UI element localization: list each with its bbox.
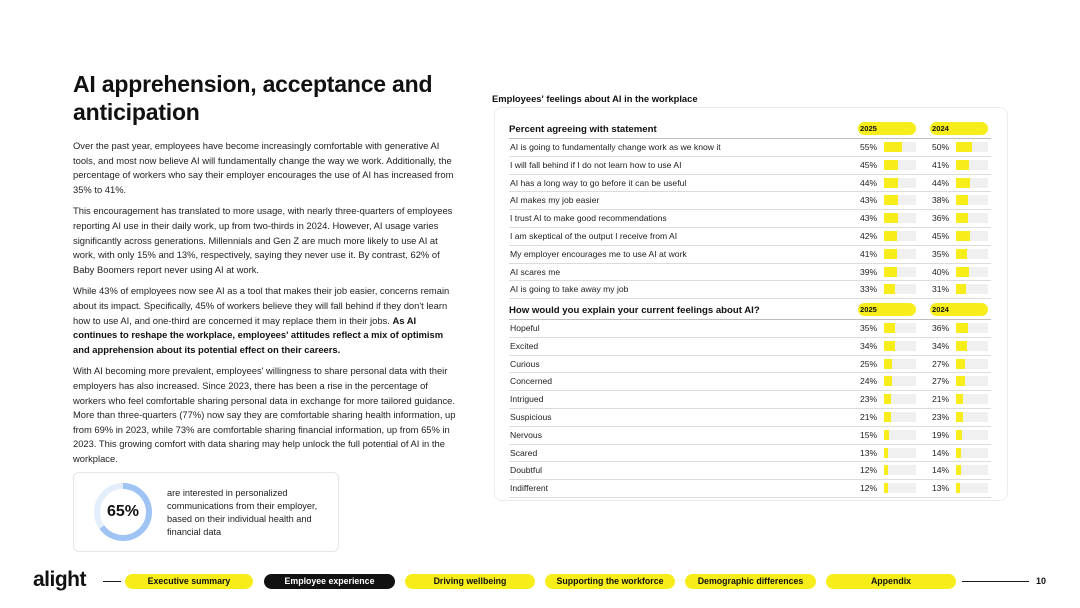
- value-2025-bar-track: [884, 448, 916, 458]
- value-2024-bar: [956, 465, 961, 475]
- feelings-table: [509, 303, 991, 498]
- year-pill-2024: 2024: [930, 122, 988, 135]
- value-2025-bar: [884, 483, 888, 493]
- value-2025-bar: [884, 430, 889, 440]
- nav-employee-experience[interactable]: Employee experience: [264, 574, 395, 589]
- value-2025-label: 55%: [860, 142, 878, 152]
- row-label: Scared: [510, 447, 538, 458]
- value-2024-bar-track: [956, 412, 988, 422]
- value-2025-bar: [884, 231, 897, 241]
- table-heading: Percent agreeing with statement: [509, 124, 657, 135]
- value-2025-label: 45%: [860, 159, 878, 170]
- value-2024-bar: [956, 483, 960, 493]
- table-rows: [509, 138, 991, 299]
- chart-title: Employees' feelings about AI in the workplace: [492, 93, 698, 104]
- value-2024-bar: [956, 394, 963, 404]
- footer-divider: [103, 581, 121, 582]
- value-2024-bar: [956, 323, 968, 333]
- value-2024-bar-track: [956, 359, 988, 369]
- value-2025-bar: [884, 249, 897, 259]
- value-2025-bar: [884, 465, 888, 475]
- row-label: Concerned: [510, 376, 553, 387]
- value-2024-bar-track: [956, 323, 988, 333]
- value-2024-label: 35%: [932, 248, 950, 259]
- value-2025-label: 43%: [860, 213, 878, 224]
- value-2025-label: 44%: [860, 177, 878, 188]
- value-2025-label: 42%: [860, 230, 878, 241]
- nav-appendix[interactable]: Appendix: [826, 574, 956, 589]
- value-2024-label: 44%: [932, 177, 950, 188]
- table-row: [509, 192, 991, 210]
- row-label: AI has a long way to go before it can be useful: [510, 177, 687, 188]
- value-2025-label: 12%: [860, 483, 878, 494]
- row-label: AI scares me: [510, 266, 561, 277]
- value-2024-bar-track: [956, 394, 988, 404]
- table-row: [509, 338, 991, 356]
- paragraph: Over the past year, employees have become increasingly comfortable with generative AI tools, and most now believe AI will fundamentally change the way we work. Additionally, the percentage of workers who say their employer encourages the use of AI has increased from 35% to 41%.: [73, 140, 454, 195]
- value-2024-label: 19%: [932, 429, 950, 440]
- value-2025-bar-track: [884, 394, 916, 404]
- table-row: [509, 480, 991, 498]
- value-2024-label: 31%: [932, 284, 950, 295]
- value-2024-bar: [956, 376, 965, 386]
- value-2025-label: 34%: [860, 340, 878, 351]
- stat-value: 65%: [106, 503, 140, 520]
- value-2025-bar: [884, 394, 891, 404]
- value-2025-bar-track: [884, 359, 916, 369]
- value-2025-bar-track: [884, 376, 916, 386]
- value-2025-label: 13%: [860, 447, 878, 458]
- value-2024-bar: [956, 249, 967, 259]
- value-2025-bar: [884, 178, 898, 188]
- value-2024-label: 21%: [932, 394, 950, 405]
- value-2025-bar-track: [884, 412, 916, 422]
- body-text: [73, 139, 461, 473]
- alight-logo[interactable]: alight: [33, 568, 86, 591]
- value-2024-bar: [956, 430, 962, 440]
- value-2024-bar-track: [956, 195, 988, 205]
- value-2024-label: 14%: [932, 465, 950, 476]
- row-label: AI makes my job easier: [510, 195, 600, 206]
- nav-demographic-differences[interactable]: Demographic differences: [685, 574, 816, 589]
- value-2025-bar-track: [884, 341, 916, 351]
- value-2025-bar: [884, 213, 898, 223]
- value-2024-bar-track: [956, 213, 988, 223]
- row-label: I am skeptical of the output I receive from AI: [510, 230, 678, 241]
- value-2025-label: 21%: [860, 411, 878, 422]
- table-row: [509, 157, 991, 175]
- table-rows: [509, 319, 991, 498]
- value-2024-label: 14%: [932, 447, 950, 458]
- value-2024-bar-track: [956, 249, 988, 259]
- table-row: [509, 281, 991, 299]
- value-2025-bar-track: [884, 465, 916, 475]
- paragraph: [73, 284, 461, 357]
- row-label: Indifferent: [510, 483, 549, 494]
- row-label: I will fall behind if I do not learn how to use AI: [510, 159, 682, 170]
- value-2025-bar: [884, 142, 902, 152]
- value-2024-bar-track: [956, 160, 988, 170]
- value-2025-label: 15%: [860, 429, 878, 440]
- value-2024-label: 36%: [932, 213, 950, 224]
- value-2024-bar-track: [956, 341, 988, 351]
- value-2024-label: 45%: [932, 230, 950, 241]
- agreement-table: [509, 122, 991, 299]
- value-2025-bar: [884, 284, 895, 294]
- value-2025-bar: [884, 359, 892, 369]
- page-number: 10: [1036, 576, 1047, 586]
- value-2025-bar-track: [884, 267, 916, 277]
- row-label: Doubtful: [510, 465, 543, 476]
- value-2024-label: 38%: [932, 195, 950, 206]
- value-2024-label: 27%: [932, 358, 950, 369]
- value-2024-bar: [956, 160, 969, 170]
- value-2025-bar-track: [884, 213, 916, 223]
- value-2025-bar: [884, 341, 895, 351]
- table-row: [509, 264, 991, 282]
- value-2024-label: 34%: [932, 340, 950, 351]
- row-label: Intrigued: [510, 394, 544, 405]
- year-pill-2025: 2025: [858, 303, 916, 316]
- table-row: [509, 175, 991, 193]
- value-2024-bar-track: [956, 483, 988, 493]
- row-label: My employer encourages me to use AI at work: [510, 248, 687, 259]
- paragraph-bold-text: As AI continues to reshape the workplace, employees' attitudes reflect a mix of optimism and apprehension about its potential effect on their careers.: [73, 314, 444, 355]
- row-label: I trust AI to make good recommendations: [510, 213, 667, 224]
- value-2025-bar: [884, 376, 892, 386]
- value-2024-bar-track: [956, 465, 988, 475]
- value-2025-label: 43%: [860, 195, 878, 206]
- table-row: [509, 246, 991, 264]
- table-row: [509, 210, 991, 228]
- value-2025-label: 41%: [860, 248, 878, 259]
- value-2024-bar-track: [956, 430, 988, 440]
- row-label: Nervous: [510, 429, 542, 440]
- value-2025-bar-track: [884, 142, 916, 152]
- row-label: Excited: [510, 340, 539, 351]
- row-label: Hopeful: [510, 323, 540, 333]
- value-2024-bar: [956, 267, 969, 277]
- value-2025-label: 25%: [860, 358, 878, 369]
- value-2024-label: 41%: [932, 159, 950, 170]
- value-2025-bar-track: [884, 284, 916, 294]
- table-row: [509, 391, 991, 409]
- value-2025-bar-track: [884, 249, 916, 259]
- value-2024-bar-track: [956, 231, 988, 241]
- value-2025-bar: [884, 195, 898, 205]
- table-row: [509, 319, 991, 338]
- nav-driving-wellbeing[interactable]: Driving wellbeing: [405, 574, 535, 589]
- paragraph-text: While 43% of employees now see AI as a tool that makes their job easier, concerns remain about its impact. Specifically, 45% of workers believe they will fall behind if they don't learn how to use AI, and one-third are concerned it may replace them in their jobs.: [73, 285, 450, 326]
- table-header: [509, 303, 991, 319]
- value-2025-label: 33%: [860, 284, 878, 295]
- row-label: AI is going to fundamentally change work as we know it: [510, 142, 721, 152]
- value-2025-bar-track: [884, 483, 916, 493]
- year-pill-2024: 2024: [930, 303, 988, 316]
- value-2024-bar-track: [956, 448, 988, 458]
- value-2025-bar: [884, 448, 888, 458]
- value-2024-label: 50%: [932, 142, 950, 152]
- value-2024-bar: [956, 231, 970, 241]
- value-2024-label: 36%: [932, 323, 950, 333]
- value-2025-label: 12%: [860, 465, 878, 476]
- value-2024-bar-track: [956, 142, 988, 152]
- stat-description: are interested in personalized communications from their employer, based on their individual health and financial data: [167, 488, 318, 537]
- value-2025-bar: [884, 267, 897, 277]
- value-2025-bar: [884, 412, 891, 422]
- row-label: Curious: [510, 358, 540, 369]
- value-2024-bar-track: [956, 178, 988, 188]
- value-2024-bar: [956, 284, 966, 294]
- table-row: [509, 356, 991, 374]
- paragraph: This encouragement has translated to more usage, with nearly three-quarters of employees reporting AI use in their daily work, up from two-thirds in 2024. However, AI usage varies significantly across generations. Millennials and Gen Z are much more likely to use AI at work, with only 15% and 13%, respectively, saying they never use it. By contrast, 62% of Baby Boomers report never using AI at work.: [73, 205, 453, 275]
- value-2025-label: 24%: [860, 376, 878, 387]
- value-2025-bar-track: [884, 195, 916, 205]
- footer-divider: [962, 581, 1029, 582]
- value-2025-bar-track: [884, 323, 916, 333]
- value-2024-bar: [956, 142, 972, 152]
- value-2024-label: 40%: [932, 266, 950, 277]
- table-row: [509, 373, 991, 391]
- value-2024-bar: [956, 359, 965, 369]
- row-label: Suspicious: [510, 411, 552, 422]
- paragraph: With AI becoming more prevalent, employees' willingness to share personal data with their employers has also increased. Since 2023, there has been a rise in the percentage of workers who feel comfortable sharing personal data in exchange for more tailored guidance. More than three-quarters (77%) now say they are comfortable sharing health information, up from 69% in 2023, while 73% are comfortable sharing financial information, up from 65% in 2023. This growing comfort with data sharing may help unlock the full potential of AI in the workplace.: [73, 365, 456, 464]
- value-2025-bar-track: [884, 231, 916, 241]
- row-label: AI is going to take away my job: [510, 284, 629, 295]
- value-2025-bar: [884, 160, 898, 170]
- value-2024-bar: [956, 341, 967, 351]
- table-row: [509, 445, 991, 463]
- value-2024-bar-track: [956, 284, 988, 294]
- value-2025-bar-track: [884, 178, 916, 188]
- table-heading: How would you explain your current feelings about AI?: [509, 305, 760, 316]
- value-2025-label: 23%: [860, 394, 878, 405]
- table-row: [509, 462, 991, 480]
- value-2025-bar: [884, 323, 895, 333]
- table-header: [509, 122, 991, 138]
- table-row: [509, 138, 991, 157]
- value-2024-bar: [956, 178, 970, 188]
- year-pill-2025: 2025: [858, 122, 916, 135]
- value-2024-bar: [956, 448, 961, 458]
- nav-executive-summary[interactable]: Executive summary: [125, 574, 253, 589]
- value-2024-bar-track: [956, 376, 988, 386]
- page-title: AI apprehension, acceptance and anticipation: [73, 71, 433, 125]
- stat-card: [73, 472, 339, 552]
- value-2024-bar: [956, 213, 968, 223]
- value-2024-bar: [956, 195, 968, 205]
- value-2025-label: 35%: [860, 323, 878, 333]
- value-2025-label: 39%: [860, 266, 878, 277]
- nav-supporting-the-workforce[interactable]: Supporting the workforce: [545, 574, 675, 589]
- table-row: [509, 228, 991, 246]
- value-2024-label: 23%: [932, 411, 950, 422]
- table-row: [509, 427, 991, 445]
- value-2025-bar-track: [884, 430, 916, 440]
- value-2024-bar-track: [956, 267, 988, 277]
- value-2024-bar: [956, 412, 963, 422]
- value-2025-bar-track: [884, 160, 916, 170]
- table-row: [509, 409, 991, 427]
- value-2024-label: 27%: [932, 376, 950, 387]
- value-2024-label: 13%: [932, 483, 950, 494]
